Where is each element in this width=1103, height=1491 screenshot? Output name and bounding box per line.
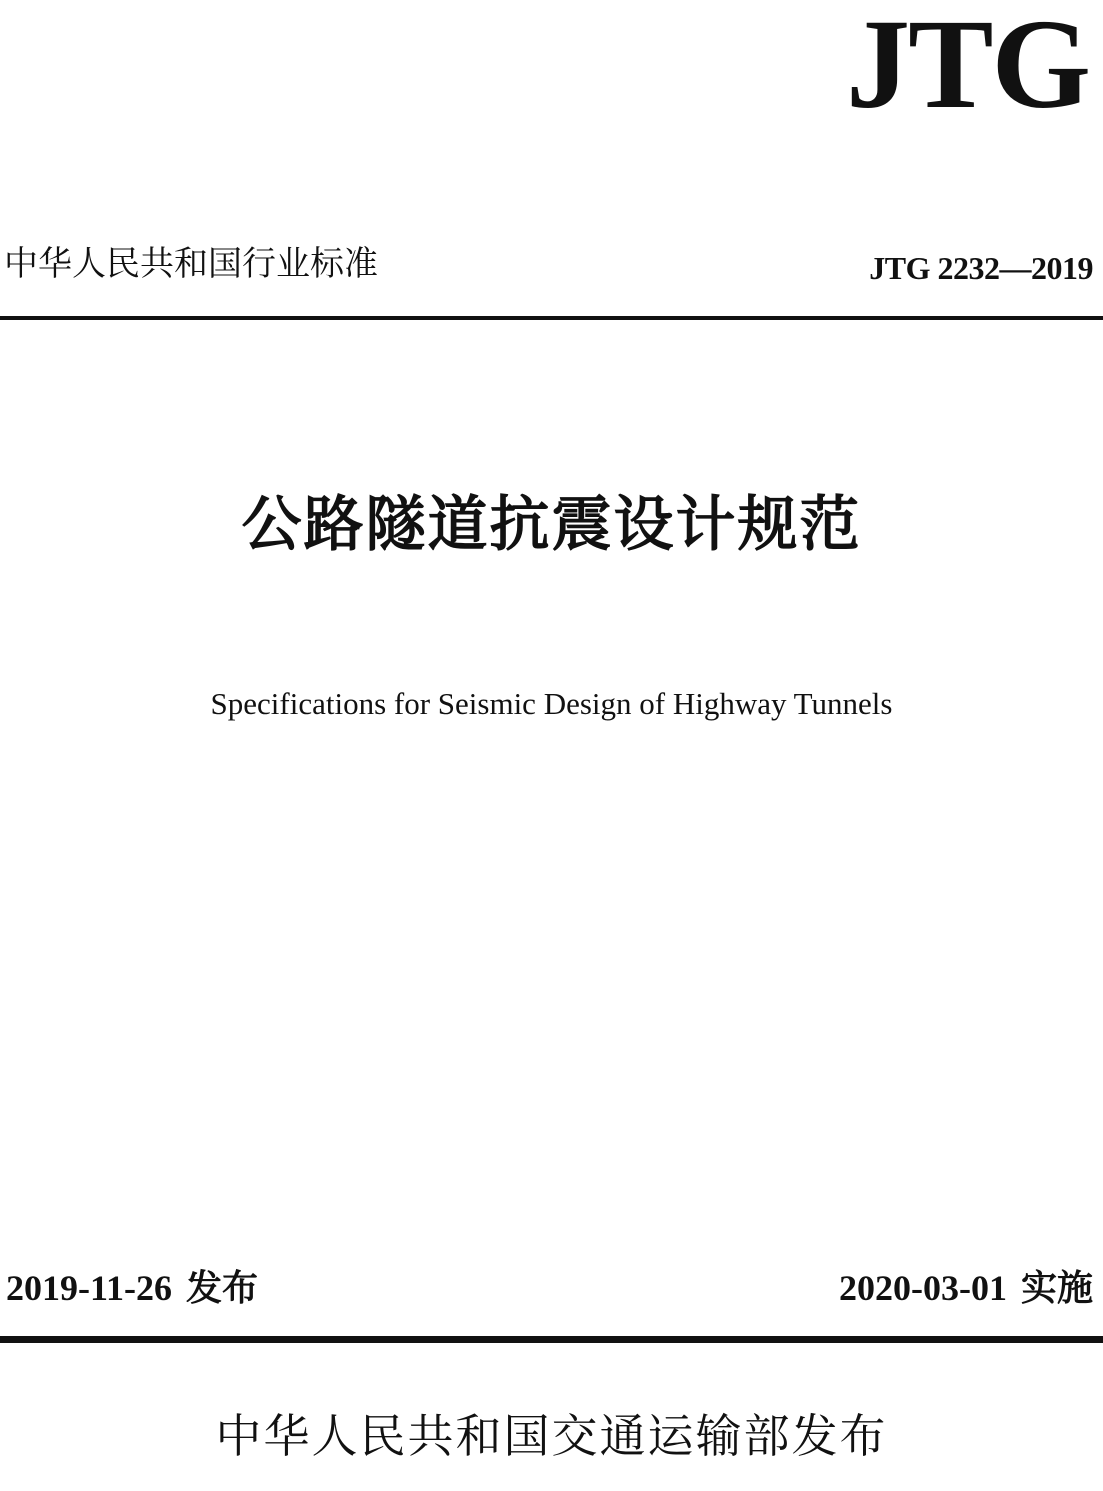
footer-divider: [0, 1336, 1103, 1343]
implementation-label: 实施: [1020, 1268, 1093, 1309]
implementation-date: 2020-03-01: [839, 1268, 1007, 1308]
implementation-date-block: [839, 1266, 1093, 1311]
standard-code: JTG 2232—2019: [869, 250, 1093, 286]
document-subtitle-english: Specifications for Seismic Design of Highway Tunnels: [210, 686, 893, 721]
issue-date-block: [6, 1266, 258, 1311]
publisher: 中华人民共和国交通运输部发布: [215, 1409, 888, 1463]
header-divider: [0, 316, 1103, 320]
jtg-logo: JTG: [846, 0, 1089, 135]
issue-date: 2019-11-26: [6, 1268, 172, 1308]
issue-label: 发布: [186, 1268, 259, 1309]
standard-category: 中华人民共和国行业标准: [4, 244, 378, 284]
document-title: 公路隧道抗震设计规范: [241, 490, 862, 560]
